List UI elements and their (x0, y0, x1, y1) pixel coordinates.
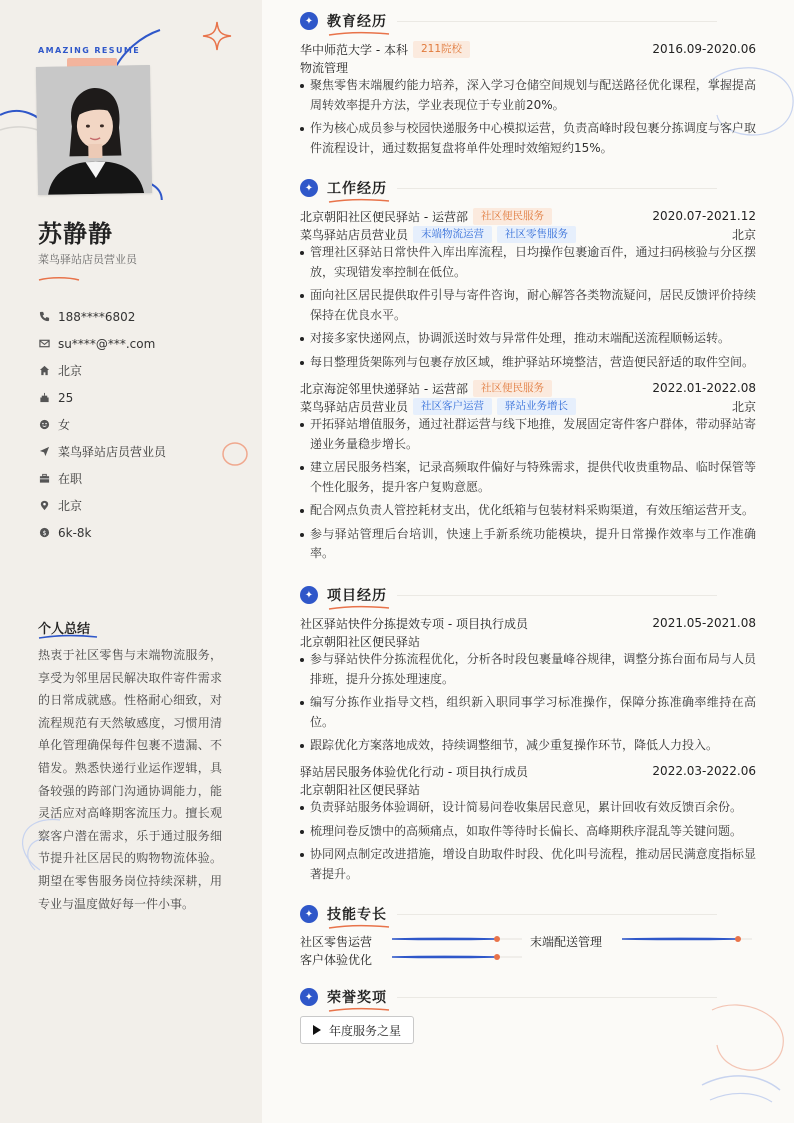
skill-1-label: 社区零售运营 (300, 935, 373, 949)
job-1-tag: 社区便民服务 (473, 208, 552, 225)
project-1-date: 2021.05-2021.08 (652, 616, 756, 630)
decorative-swirl-bottom-right (682, 990, 794, 1110)
smile-icon (38, 419, 50, 431)
coin-icon (38, 527, 50, 539)
info-age (38, 384, 166, 411)
info-gender-text: 女 (58, 418, 71, 432)
education-school: 华中师范大学 - 本科 (300, 42, 408, 57)
section-header-honors (300, 987, 794, 1007)
skill-2-label: 末端配送管理 (530, 935, 603, 949)
cake-icon (38, 392, 50, 404)
project-1-org: 北京朝阳社区便民驿站 (300, 634, 421, 649)
info-target-city (38, 492, 166, 519)
list-item: 管理社区驿站日常快件入库出库流程，日均操作包裹逾百件，通过扫码核验与分区摆放，实现错发率控制在低位。 (300, 243, 756, 282)
avatar (36, 65, 152, 195)
education-major-row (300, 58, 756, 76)
candidate-name: 苏静静 (38, 220, 113, 248)
job-1-bullets (300, 243, 756, 376)
job-1-tag-3: 社区零售服务 (497, 226, 576, 243)
list-item: 跟踪优化方案落地成效，持续调整细节，减少重复操作环节，降低人力投入。 (300, 736, 756, 756)
section-divider (397, 997, 717, 998)
skill-fill (392, 956, 497, 957)
list-item: 负责驿站服务体验调研，设计简易问卷收集居民意见，累计回收有效反馈百余份。 (300, 798, 756, 818)
info-email (38, 330, 166, 357)
candidate-title: 菜鸟驿站店员营业员 (38, 253, 137, 266)
svg-text:$: $ (41, 528, 47, 537)
project-2-org-row (300, 780, 756, 798)
job-1-role: 菜鸟驿站店员营业员 (300, 227, 409, 242)
send-icon (38, 446, 50, 458)
job-2-role-row (300, 397, 756, 415)
education-bullets (300, 76, 756, 162)
education-date: 2016.09-2020.06 (652, 42, 756, 56)
sidebar (0, 0, 262, 1123)
section-divider (397, 595, 717, 596)
project-1-header (300, 614, 756, 632)
skill-3-label: 客户体验优化 (300, 953, 373, 967)
section-header-education (300, 11, 794, 31)
honor-item (300, 1016, 414, 1044)
skill-dot (735, 936, 741, 942)
list-item: 配合网点负责人管控耗材支出，优化纸箱与包装材料采购渠道，有效压缩运营开支。 (300, 501, 756, 521)
education-row (300, 40, 756, 58)
brand-label: AMAZING RESUME (38, 46, 141, 55)
summary-title: 个人总结 (38, 622, 91, 637)
location-pin-icon (38, 500, 50, 512)
skill-2-bar (622, 936, 752, 942)
info-target-job (38, 438, 166, 465)
job-1-date: 2020.07-2021.12 (652, 209, 756, 223)
project-1-name: 社区驿站快件分拣提效专项 - 项目执行成员 (300, 616, 528, 631)
section-divider (397, 21, 717, 22)
sparkle-badge-icon: ✦ (300, 988, 318, 1006)
sparkle-badge-icon: ✦ (300, 905, 318, 923)
section-title-honors: 荣誉奖项 (327, 990, 387, 1006)
name-underline (38, 276, 80, 282)
info-phone (38, 303, 166, 330)
job-1-tag-2: 末端物流运营 (413, 226, 492, 243)
skill-fill (392, 938, 497, 939)
list-item: 每日整理货架陈列与包裹存放区域，维护驿站环境整洁，营造便民舒适的取件空间。 (300, 353, 756, 373)
sparkle-badge-icon: ✦ (300, 12, 318, 30)
project-1-org-row (300, 632, 756, 650)
phone-icon (38, 311, 50, 323)
section-header-skills (300, 904, 794, 924)
list-item: 聚焦零售末端履约能力培养，深入学习仓储空间规划与配送路径优化课程，掌握提高周转效率提升方法，学业表现位于专业前20%。 (300, 76, 756, 115)
info-salary-text: 6k-8k (58, 525, 92, 540)
info-status-text: 在职 (58, 472, 83, 486)
list-item: 协同网点制定改进措施，增设自助取件时段、优化叫号流程，推动居民满意度指标显著提升。 (300, 845, 756, 884)
project-2-org: 北京朝阳社区便民驿站 (300, 782, 421, 797)
section-underline (328, 924, 390, 930)
info-phone-text: 188****6802 (58, 309, 136, 324)
section-title-work: 工作经历 (327, 181, 387, 197)
section-title-projects: 项目经历 (327, 588, 387, 604)
job-1-city: 北京 (731, 227, 756, 242)
info-age-text: 25 (58, 390, 74, 405)
list-item: 作为核心成员参与校园快递服务中心模拟运营，负责高峰时段包裹分拣调度与客户取件流程设计，通过数据复盘将单件处理时效缩短约15%。 (300, 119, 756, 158)
section-underline (328, 198, 390, 204)
job-2-city: 北京 (731, 399, 756, 414)
list-item: 对接多家快递网点，协调派送时效与异常件处理，推动末端配送流程顺畅运转。 (300, 329, 756, 349)
section-underline (328, 1007, 390, 1013)
list-item: 建立居民服务档案，记录高频取件偏好与特殊需求，提供代收贵重物品、临时保管等个性化服务，提升客户复购意愿。 (300, 458, 756, 497)
job-2-company: 北京海淀邻里快递驿站 - 运营部 (300, 381, 468, 396)
info-email-text: su****@***.com (58, 336, 156, 351)
job-2-tag: 社区便民服务 (473, 380, 552, 397)
skill-1-bar (392, 936, 522, 942)
job-2-role: 菜鸟驿站店员营业员 (300, 399, 409, 414)
list-item: 参与驿站管理后台培训，快速上手新系统功能模块，提升日常操作效率与工作准确率。 (300, 525, 756, 564)
job-2-bullets (300, 415, 756, 568)
briefcase-icon (38, 473, 50, 485)
info-status (38, 465, 166, 492)
info-city-text: 北京 (58, 364, 83, 378)
summary-text: 热衷于社区零售与末端物流服务，享受为邻里居民解决取件寄件需求的日常成就感。性格耐心细致，对流程规范有天然敏感度，习惯用清单化管理确保每件包裹不遗漏、不错发。熟悉快递行业运作逻辑，具备较强的跨部门沟通协调能力，能灵活应对高峰期客流压力。擅长观察客户潜在需求，乐于通过服务细节提升社区居民的购物物流体验。期望在零售服务岗位持续深耕，用专业与温度做好每一件小事。 (38, 648, 222, 911)
skill-dot (494, 936, 500, 942)
job-2-tag-3: 驿站业务增长 (497, 398, 576, 415)
section-underline (328, 31, 390, 37)
info-gender (38, 411, 166, 438)
list-item: 参与驿站快件分拣流程优化，分析各时段包裹量峰谷规律，调整分拣台面布局与人员排班，提升分拣处理速度。 (300, 650, 756, 689)
skill-fill (622, 938, 738, 939)
section-header-projects (300, 585, 794, 605)
project-2-date: 2022.03-2022.06 (652, 764, 756, 778)
job-2-header (300, 379, 756, 397)
sparkle-badge-icon: ✦ (300, 179, 318, 197)
sparkle-icon (201, 20, 233, 52)
project-2-bullets (300, 798, 756, 888)
section-title-skills: 技能专长 (327, 907, 387, 923)
project-2-name: 驿站居民服务体验优化行动 - 项目执行成员 (300, 764, 528, 779)
section-title-education: 教育经历 (327, 14, 387, 30)
info-target-job-text: 菜鸟驿站店员营业员 (58, 445, 167, 459)
decorative-circle (220, 440, 250, 470)
contact-info-list (38, 303, 166, 546)
job-1-company: 北京朝阳社区便民驿站 - 运营部 (300, 209, 468, 224)
list-item: 编写分拣作业指导文档，组织新入职同事学习标准操作，保障分拣准确率维持在高位。 (300, 693, 756, 732)
section-underline (328, 605, 390, 611)
job-1-header (300, 207, 756, 225)
info-city (38, 357, 166, 384)
skill-dot (494, 954, 500, 960)
summary-underline (38, 634, 98, 640)
education-major: 物流管理 (300, 60, 349, 75)
main-content (262, 0, 794, 1123)
section-divider (397, 188, 717, 189)
education-tag: 211院校 (413, 41, 470, 58)
info-salary (38, 519, 166, 546)
project-2-header (300, 762, 756, 780)
job-1-role-row (300, 225, 756, 243)
list-item: 梳理问卷反馈中的高频痛点，如取件等待时长偏长、高峰期秩序混乱等关键问题。 (300, 822, 756, 842)
sparkle-badge-icon: ✦ (300, 586, 318, 604)
job-2-tag-2: 社区客户运营 (413, 398, 492, 415)
home-icon (38, 365, 50, 377)
info-target-city-text: 北京 (58, 499, 83, 513)
play-triangle-icon (313, 1025, 321, 1035)
section-divider (397, 914, 717, 915)
mail-icon (38, 338, 50, 350)
list-item: 面向社区居民提供取件引导与寄件咨询，耐心解答各类物流疑问，居民反馈评价持续保持在优良水平。 (300, 286, 756, 325)
honor-item-label: 年度服务之星 (329, 1023, 402, 1038)
skill-3-bar (392, 954, 522, 960)
job-2-date: 2022.01-2022.08 (652, 381, 756, 395)
project-1-bullets (300, 650, 756, 760)
list-item: 开拓驿站增值服务，通过社群运营与线下地推，发展固定寄件客户群体，带动驿站寄递业务量稳步增长。 (300, 415, 756, 454)
section-header-work (300, 178, 794, 198)
